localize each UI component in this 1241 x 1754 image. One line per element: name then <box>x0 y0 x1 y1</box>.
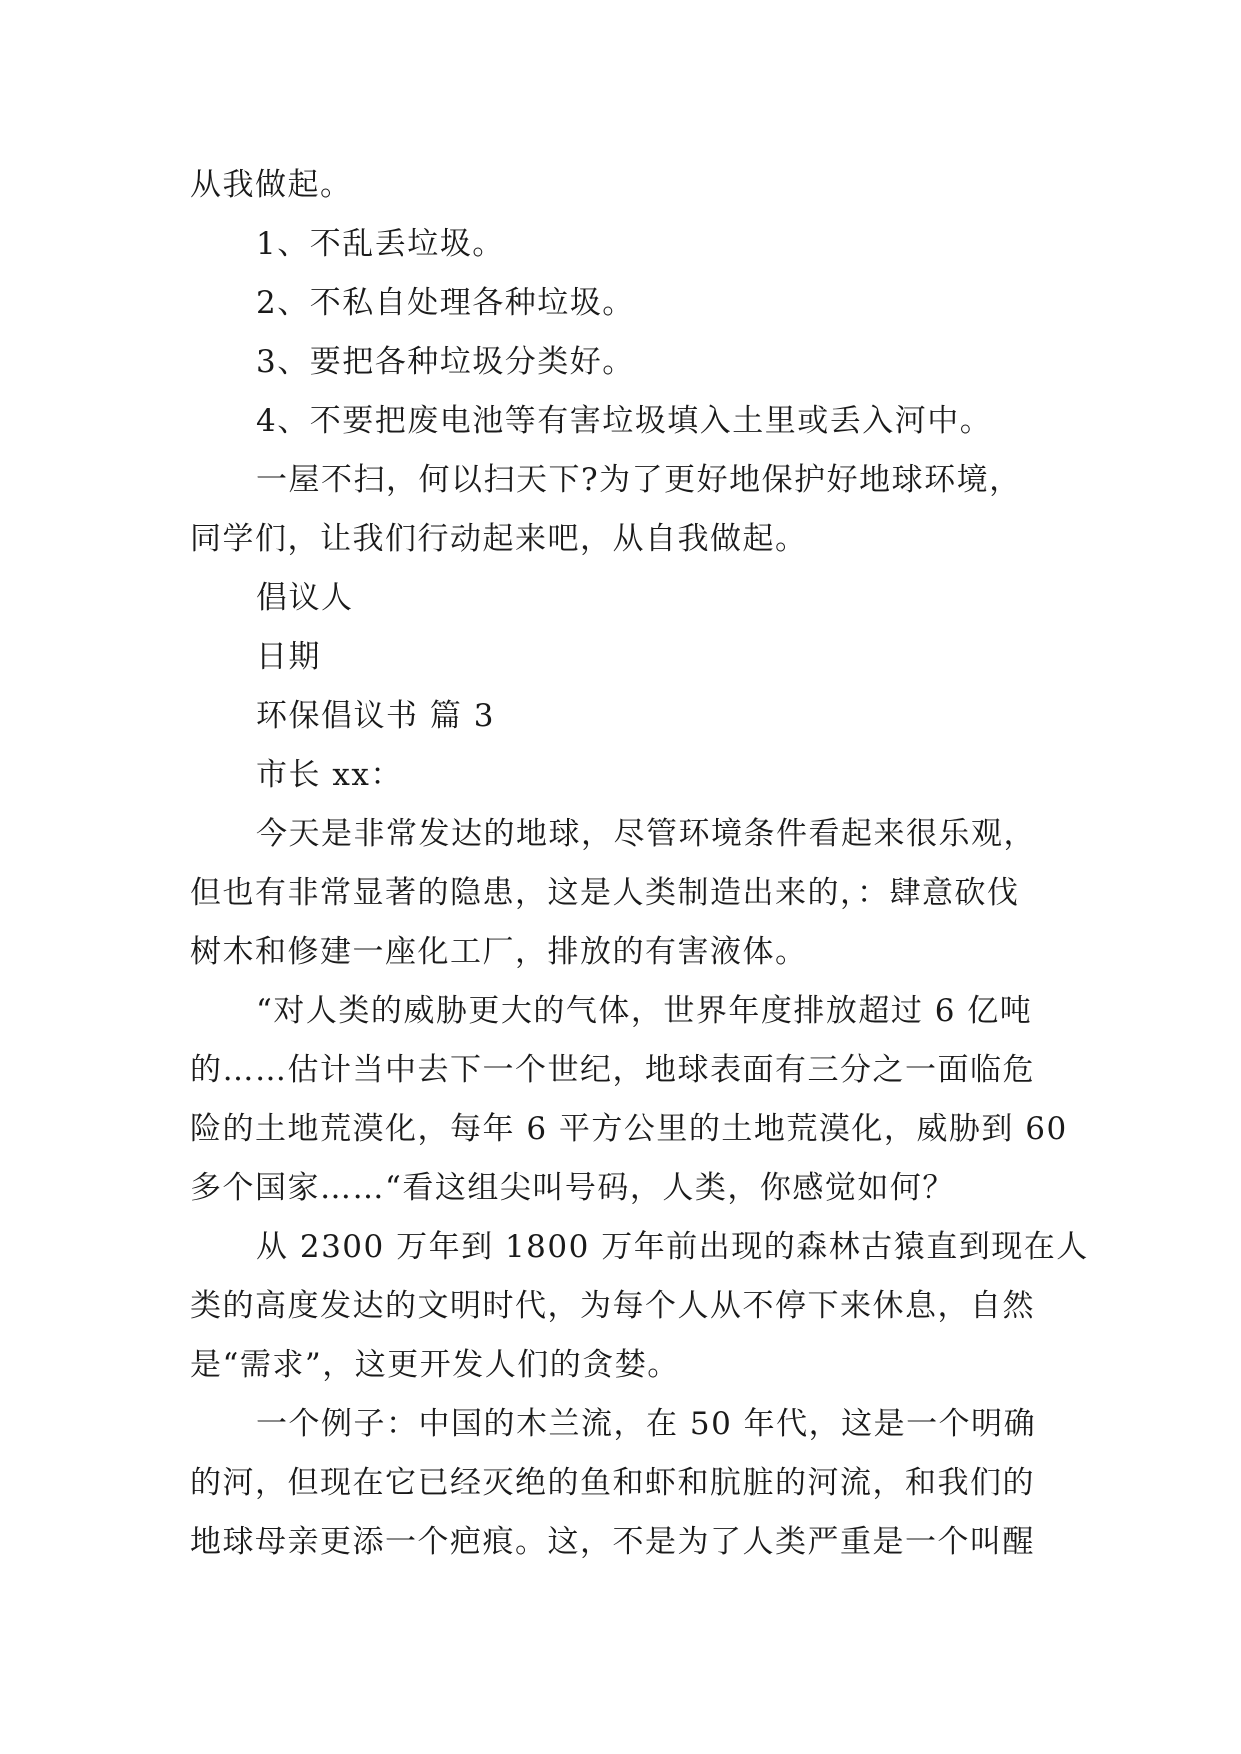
text-line: 是“需求”，这更开发人们的贪婪。 <box>190 1347 680 1383</box>
text-line: 险的土地荒漠化，每年 6 平方公里的土地荒漠化，威胁到 60 <box>190 1111 1068 1147</box>
text-line: 树木和修建一座化工厂，排放的有害液体。 <box>190 934 808 970</box>
date-label: 日期 <box>256 639 321 675</box>
list-item-3: 3、要把各种垃圾分类好。 <box>256 344 635 380</box>
text-line: 但也有非常显著的隐患，这是人类制造出来的，：肆意砍伐 <box>190 875 1020 911</box>
text-line: “对人类的威胁更大的气体，世界年度排放超过 6 亿吨 <box>256 993 1033 1029</box>
text-line: 从我做起。 <box>190 167 353 203</box>
list-item-1: 1、不乱丢垃圾。 <box>256 226 505 262</box>
text-line: 一屋不扫，何以扫天下?为了更好地保护好地球环境， <box>256 462 1022 498</box>
salutation: 市长 xx： <box>256 757 403 793</box>
text-line: 同学们，让我们行动起来吧，从自我做起。 <box>190 521 808 557</box>
text-line: 一个例子：中国的木兰流，在 50 年代，这是一个明确 <box>256 1406 1037 1442</box>
text-line: 地球母亲更添一个疤痕。这，不是为了人类严重是一个叫醒 <box>190 1524 1035 1560</box>
list-item-4: 4、不要把废电池等有害垃圾填入土里或丢入河中。 <box>256 403 993 439</box>
list-item-2: 2、不私自处理各种垃圾。 <box>256 285 635 321</box>
text-line: 的河，但现在它已经灭绝的鱼和虾和肮脏的河流，和我们的 <box>190 1465 1035 1501</box>
text-line: 类的高度发达的文明时代，为每个人从不停下来休息，自然 <box>190 1288 1035 1324</box>
document-body <box>190 156 1089 1572</box>
signature-label: 倡议人 <box>256 580 354 616</box>
text-line: 从 2300 万年到 1800 万年前出现的森林古猿直到现在人 <box>256 1229 1089 1265</box>
text-line: 多个国家……“看这组尖叫号码，人类，你感觉如何？ <box>190 1170 955 1206</box>
section-title: 环保倡议书 篇 3 <box>256 698 495 734</box>
text-line: 的……估计当中去下一个世纪，地球表面有三分之一面临危 <box>190 1052 1035 1088</box>
text-line: 今天是非常发达的地球，尽管环境条件看起来很乐观， <box>256 816 1036 852</box>
